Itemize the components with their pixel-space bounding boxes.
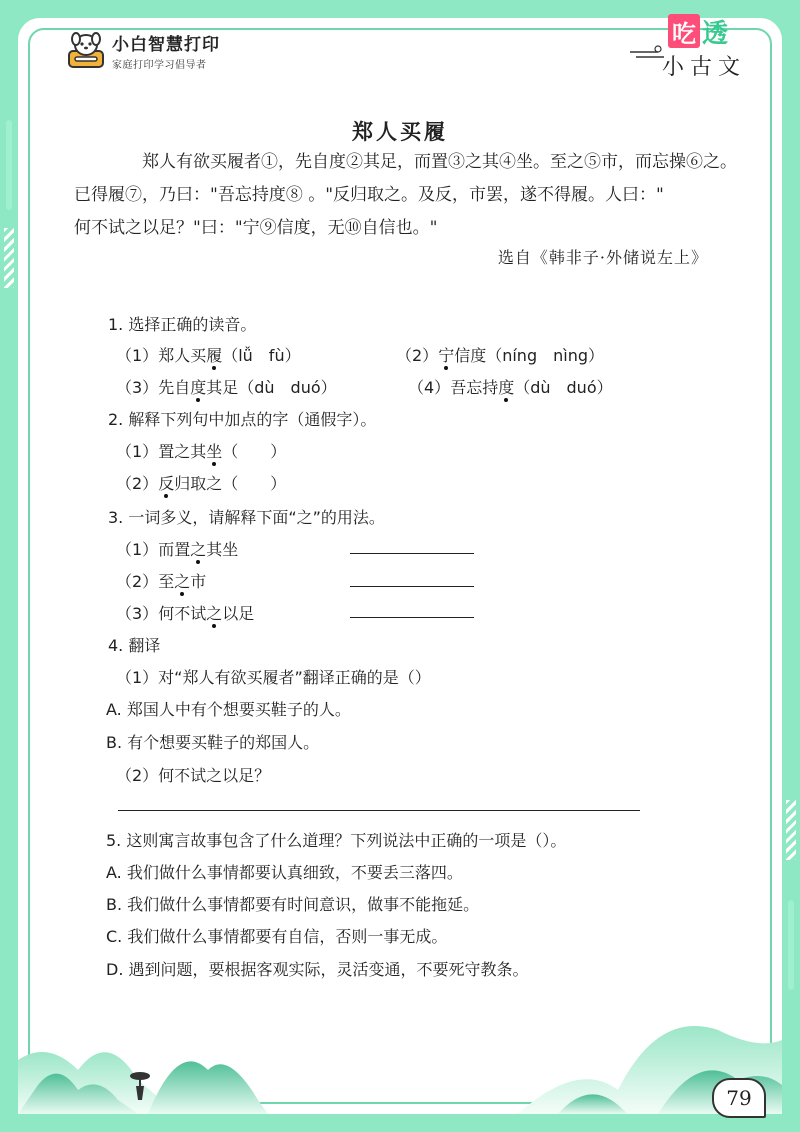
q4-sub-question: （2）何不试之以足？ bbox=[116, 766, 271, 785]
right-accent-bar bbox=[788, 900, 794, 990]
q3-item: （2）至之市 bbox=[116, 569, 206, 592]
answer-line[interactable] bbox=[350, 586, 474, 587]
series-title-small: 小古文 bbox=[662, 55, 747, 80]
emphasis-char: 坐 bbox=[206, 439, 222, 462]
emphasis-char: 履 bbox=[206, 343, 222, 366]
emphasis-char: 反 bbox=[158, 471, 174, 494]
q1-item: （4）吾忘持度（dù duó） bbox=[408, 375, 613, 398]
emphasis-char: 宁 bbox=[438, 343, 454, 366]
q1-item: （3）先自度其足（dù duó） bbox=[116, 375, 337, 398]
q5-option[interactable]: C. 我们做什么事情都要有自信，否则一事无成。 bbox=[106, 927, 448, 946]
q4-option[interactable]: B. 有个想要买鞋子的郑国人。 bbox=[106, 733, 320, 752]
brand-logo bbox=[66, 30, 220, 71]
emphasis-char: 之 bbox=[206, 601, 222, 624]
q4-option[interactable]: A. 郑国人中有个想要买鞋子的人。 bbox=[106, 700, 351, 719]
mountain-landscape-icon bbox=[18, 990, 782, 1114]
q2-item: （2）反归取之（ ） bbox=[116, 471, 286, 494]
q1-item: （1）郑人买履（lǚ fù） bbox=[116, 343, 301, 366]
passage-line: 何不试之以足？"曰："宁⑨信度，无⑩自信也。" bbox=[74, 218, 438, 238]
q5-option[interactable]: B. 我们做什么事情都要有时间意识，做事不能拖延。 bbox=[106, 895, 480, 914]
passage-line: 已得履⑦，乃曰："吾忘持度⑧ 。"反归取之。及反，市罢，遂不得履。人曰：" bbox=[74, 185, 664, 205]
series-title-through: 透 bbox=[701, 18, 728, 49]
q5-heading: 5. 这则寓言故事包含了什么道理？下列说法中正确的一项是（）。 bbox=[106, 831, 567, 850]
emphasis-char: 度 bbox=[190, 375, 206, 398]
brand-name: 小白智慧打印 bbox=[112, 35, 220, 55]
q1-heading: 1. 选择正确的读音。 bbox=[108, 315, 257, 334]
answer-blank[interactable]: （ ） bbox=[222, 474, 287, 493]
q2-item: （1）置之其坐（ ） bbox=[116, 439, 286, 462]
q3-item: （1）而置之其坐 bbox=[116, 537, 238, 560]
series-title bbox=[628, 12, 748, 84]
q3-item: （3）何不试之以足 bbox=[116, 601, 254, 624]
q4-heading: 4. 翻译 bbox=[108, 636, 161, 655]
page-title: 郑人买履 bbox=[352, 119, 448, 144]
dog-printer-icon bbox=[66, 31, 106, 71]
q5-option[interactable]: A. 我们做什么事情都要认真细致，不要丢三落四。 bbox=[106, 863, 463, 882]
page-number: 79 bbox=[712, 1078, 766, 1118]
emphasis-char: 度 bbox=[498, 375, 514, 398]
emphasis-char: 之 bbox=[174, 569, 190, 592]
q4-sub-question: （1）对“郑人有欲买履者”翻译正确的是（） bbox=[116, 668, 431, 687]
right-stripes bbox=[786, 800, 796, 860]
passage-line: 郑人有欲买履者①，先自度②其足，而置③之其④坐。至之⑤市，而忘操⑥之。 bbox=[142, 152, 737, 172]
answer-line[interactable] bbox=[350, 553, 474, 554]
q1-item: （2）宁信度（níng nìng） bbox=[396, 343, 604, 366]
series-title-eat: 吃 bbox=[668, 14, 700, 48]
source-citation: 选自《韩非子·外储说左上》 bbox=[497, 248, 708, 267]
left-stripes bbox=[4, 228, 14, 288]
brand-slogan: 家庭打印学习倡导者 bbox=[112, 60, 207, 71]
answer-line[interactable] bbox=[350, 617, 474, 618]
answer-line[interactable] bbox=[118, 810, 640, 811]
answer-blank[interactable]: （ ） bbox=[222, 442, 287, 461]
q2-heading: 2. 解释下列句中加点的字（通假字）。 bbox=[108, 410, 377, 429]
q5-option[interactable]: D. 遇到问题，要根据客观实际，灵活变通，不要死守教条。 bbox=[106, 960, 529, 979]
q3-heading: 3. 一词多义，请解释下面“之”的用法。 bbox=[108, 508, 385, 527]
passage bbox=[74, 146, 744, 245]
emphasis-char: 之 bbox=[190, 537, 206, 560]
